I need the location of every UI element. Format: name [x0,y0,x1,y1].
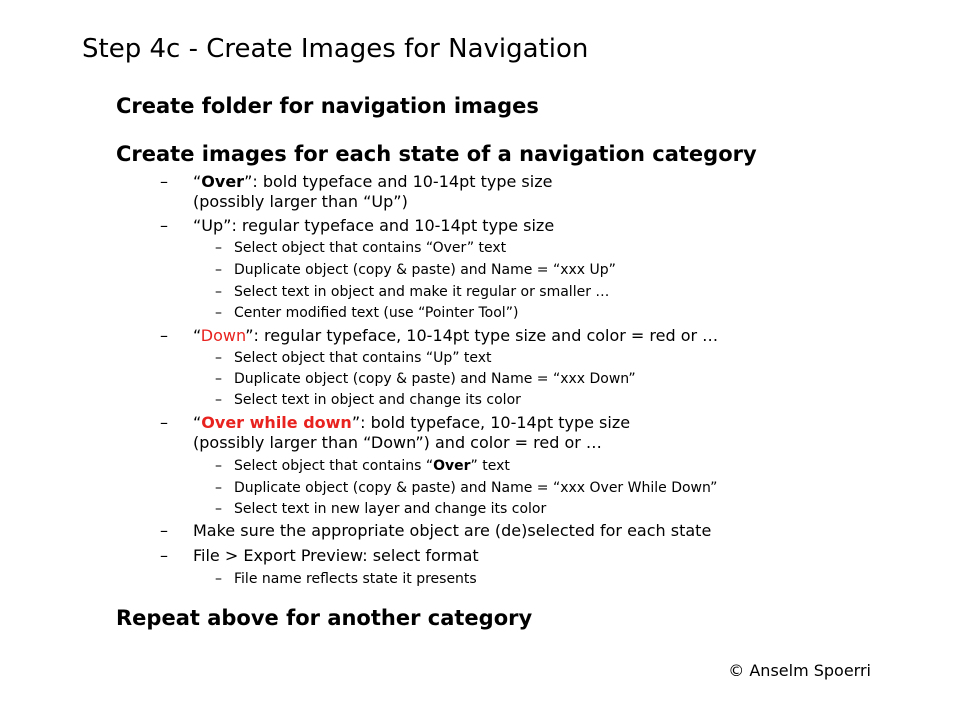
sub-bullet-text: Duplicate object (copy & paste) and Name = “xxx Up” [234,262,616,278]
bullet-over-rest: ”: bold typeface and 10-14pt type size [244,172,553,191]
dash: – [160,326,168,345]
dash: – [215,501,222,517]
heading-create-images: Create images for each state of a navigation category [116,142,757,166]
slide-title: Step 4c - Create Images for Navigation [82,34,589,64]
keyword-over-small: Over [433,458,471,474]
dash: – [215,392,222,408]
dash: – [215,371,222,387]
sub-bullet-text: File name reflects state it presents [234,571,477,587]
copyright-notice: © Anselm Spoerri [728,661,871,680]
sub-bullet-text: Select object that contains “Up” text [234,350,492,366]
sub-bullet-text: Select text in object and make it regular or smaller … [234,284,610,300]
sub-bullet-post: ” text [470,458,510,474]
bullet-down-rest: ”: regular typeface, 10-14pt type size and color = red or … [245,326,719,345]
heading-repeat: Repeat above for another category [116,606,533,630]
keyword-down: Down [200,326,246,345]
dash: – [160,521,168,540]
dash: – [160,413,168,432]
sub-bullet-text: Select text in object and change its color [234,392,521,408]
sub-bullet-text: Select object that contains “Over” text [234,240,507,256]
dash: – [215,284,222,300]
dash: – [215,305,222,321]
dash: – [215,350,222,366]
bullet-over-while-down-rest: ”: bold typeface, 10-14pt type size [351,413,631,432]
dash: – [160,546,168,565]
keyword-over: Over [201,172,245,191]
sub-bullet-text: Select text in new layer and change its color [234,501,547,517]
bullet-over-while-down-text [193,413,630,433]
bullet-up-text: “Up”: regular typeface and 10-14pt type size [193,216,555,235]
dash: – [215,480,222,496]
sub-bullet-text: Duplicate object (copy & paste) and Name = “xxx Over While Down” [234,480,718,496]
sub-bullet-pre: Select object that contains “ [234,458,434,474]
quote-open: “ [193,172,202,191]
dash: – [215,571,222,587]
quote-open: “ [193,326,201,345]
bullet-export-text: File > Export Preview: select format [193,546,479,565]
bullet-over-line2-text: (possibly larger than “Up”) [193,192,408,211]
bullet-over-while-down-line2-text: (possibly larger than “Down”) and color = red or … [193,433,602,452]
dash: – [215,240,222,256]
heading-create-folder: Create folder for navigation images [116,94,539,118]
sub-bullet-text: Center modified text (use “Pointer Tool”) [234,305,519,321]
dash: – [160,216,168,235]
bullet-down-text [193,326,718,346]
dash: – [215,262,222,278]
sub-bullet-text [234,457,510,475]
sub-bullet-text: Duplicate object (copy & paste) and Name = “xxx Down” [234,371,636,387]
dash: – [215,458,222,474]
bullet-over-text [193,172,552,192]
dash: – [160,172,168,191]
keyword-over-while-down: Over while down [201,413,352,432]
bullet-select-state-text: Make sure the appropriate object are (de)selected for each state [193,521,712,540]
quote-open: “ [193,413,202,432]
